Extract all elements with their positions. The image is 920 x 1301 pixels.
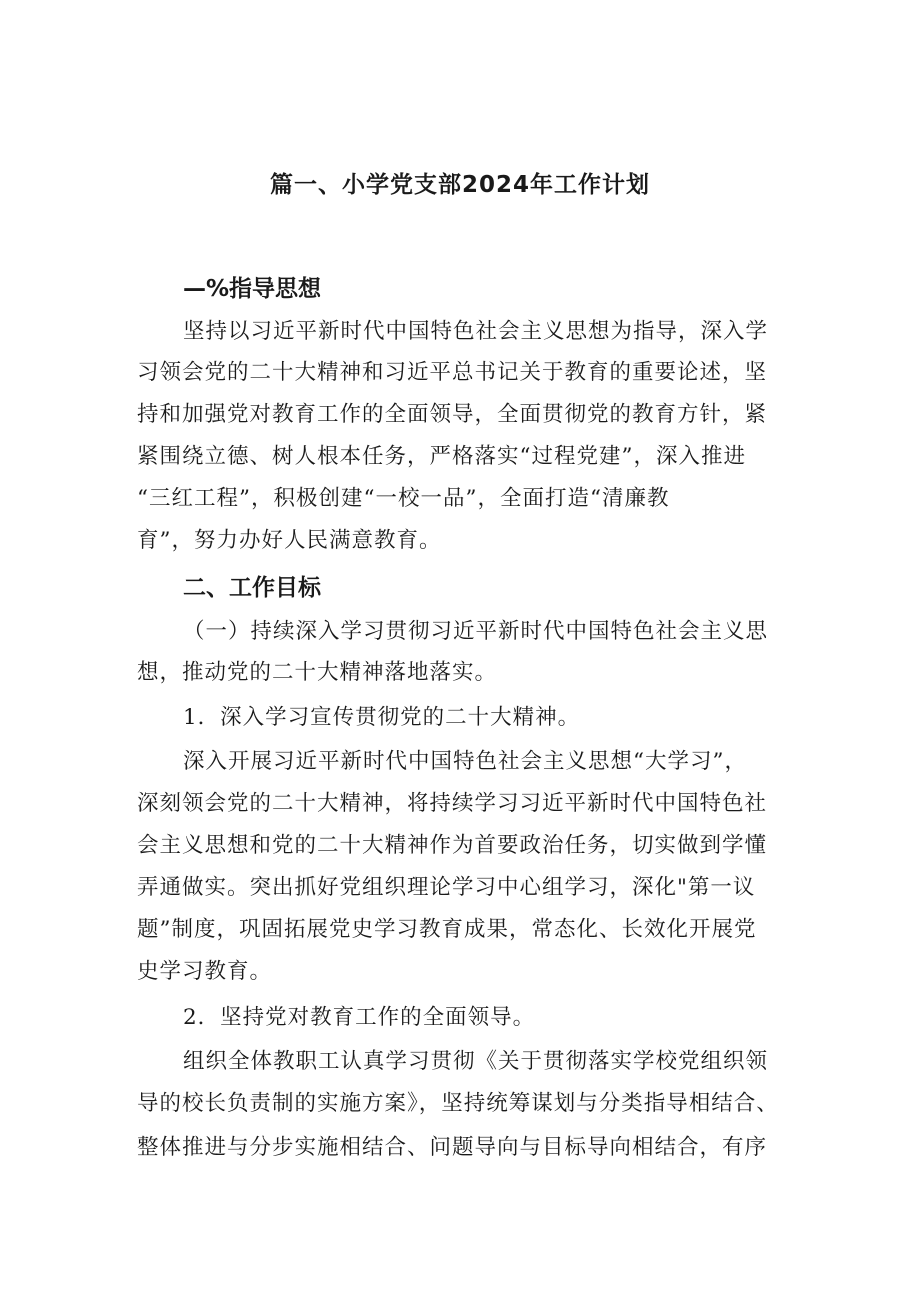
item-title: 2．坚持党对教育工作的全面领导。 bbox=[183, 1005, 536, 1030]
paragraph-line: 组织全体教职工认真学习贯彻《关于贯彻落实学校党组织领 bbox=[183, 1049, 769, 1074]
paragraph-line: 育”，努力办好人民满意教育。 bbox=[137, 528, 442, 553]
section-heading-guiding-ideology: —%指导思想 bbox=[183, 276, 322, 302]
paragraph-line: 习领会党的二十大精神和习近平总书记关于教育的重要论述，坚 bbox=[137, 360, 768, 385]
paragraph-line: 史学习教育。 bbox=[137, 959, 273, 984]
subsection-line: 想，推动党的二十大精神落地落实。 bbox=[137, 660, 498, 685]
paragraph-line: 持和加强党对教育工作的全面领导，全面贯彻党的教育方针，紧 bbox=[137, 402, 768, 427]
document-title: 篇一、小学党支部2024年工作计划 bbox=[269, 172, 650, 198]
paragraph-line: “三红工程”，积极创建“一校一品”，全面打造“清廉教 bbox=[137, 486, 670, 511]
section-heading-work-goals: 二、工作目标 bbox=[183, 575, 321, 601]
paragraph-line: 整体推进与分步实施相结合、问题导向与目标导向相结合，有序 bbox=[137, 1135, 768, 1160]
paragraph-line: 坚持以习近平新时代中国特色社会主义思想为指导，深入学 bbox=[183, 319, 769, 344]
paragraph-line: 弄通做实。突出抓好党组织理论学习中心组学习，深化"第一议 bbox=[137, 875, 756, 900]
item-title: 1．深入学习宣传贯彻党的二十大精神。 bbox=[183, 705, 581, 730]
paragraph-line: 深刻领会党的二十大精神，将持续学习习近平新时代中国特色社 bbox=[137, 791, 768, 816]
paragraph-line: 导的校长负责制的实施方案》，坚持统筹谋划与分类指导相结合、 bbox=[137, 1091, 779, 1116]
paragraph-line: 会主义思想和党的二十大精神作为首要政治任务，切实做到学懂 bbox=[137, 833, 768, 858]
subsection-line: （一）持续深入学习贯彻习近平新时代中国特色社会主义思 bbox=[183, 619, 769, 644]
paragraph-line: 紧围绕立德、树人根本任务，严格落实“过程党建”，深入推进 bbox=[137, 444, 746, 469]
paragraph-line: 深入开展习近平新时代中国特色社会主义思想“大学习”， bbox=[183, 749, 747, 774]
paragraph-line: 题”制度，巩固拓展党史学习教育成果，常态化、长效化开展党 bbox=[137, 917, 757, 942]
